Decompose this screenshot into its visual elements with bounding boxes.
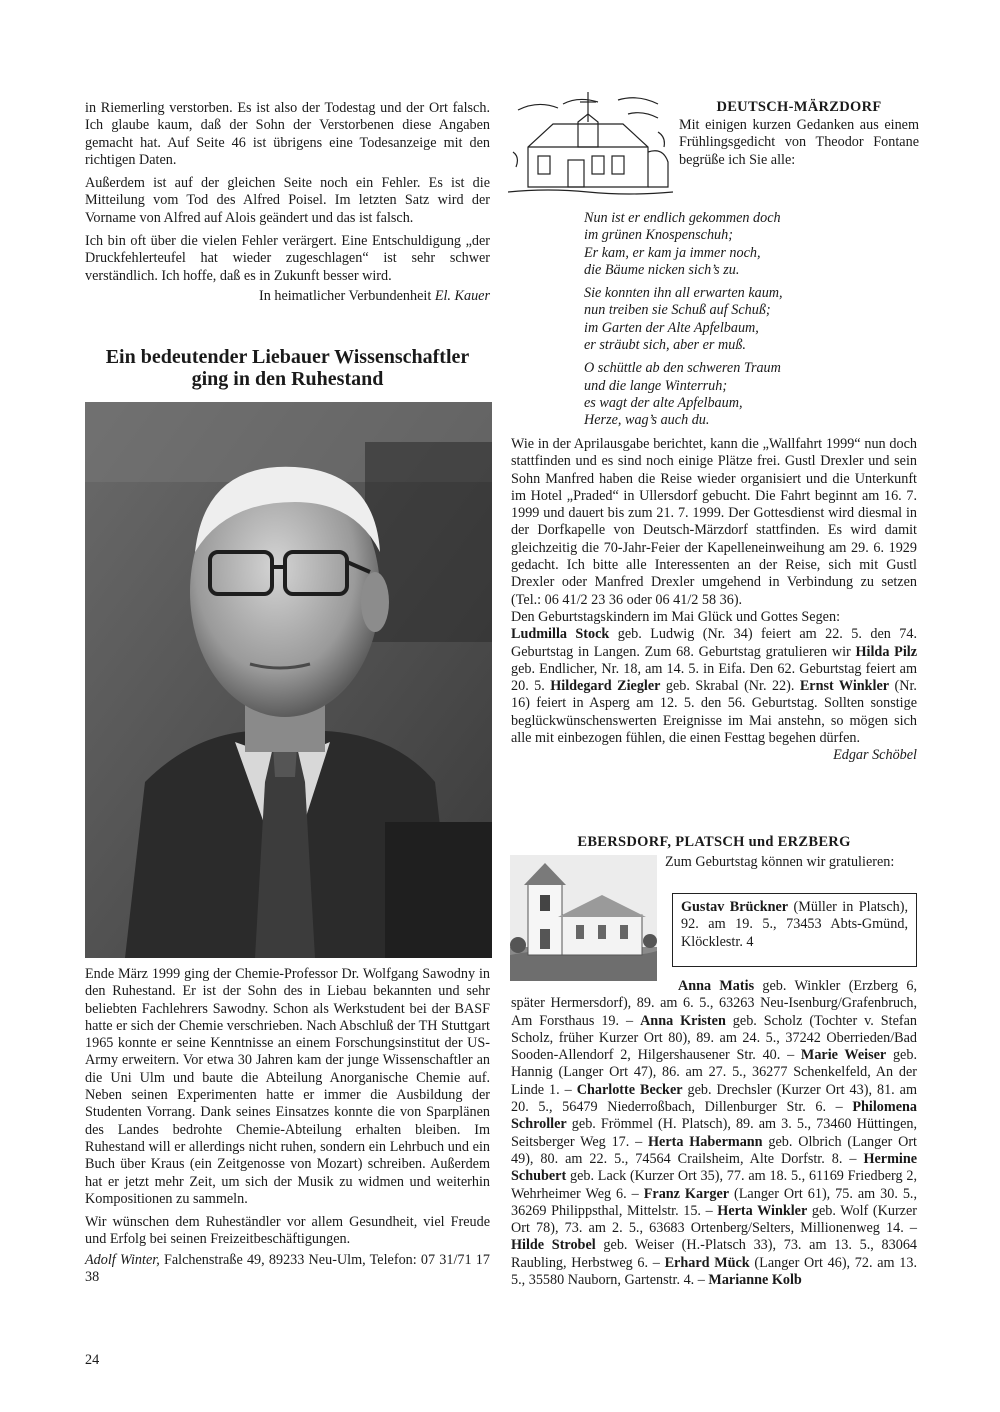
list-name: Herta Winkler <box>717 1202 808 1219</box>
portrait-illustration <box>85 402 492 958</box>
intro-paragraph-2: Außerdem ist auf der gleichen Seite noch ein Fehler. Es ist die Mitteilung vom Tod des Alfred Poisel. Im letzten Satz wird der Vorname von Alfred auf Alois geändert und das ist falsch. <box>85 175 490 226</box>
highlight-name: Gustav Brückner <box>681 899 789 915</box>
birthday-name: Ludmilla Stock <box>511 626 610 643</box>
poem-line: die Bäume nicken sich’s zu. <box>584 261 740 278</box>
deutsch-marzdorf-header <box>679 99 919 169</box>
dm-birthday-lead: Den Geburtstagskindern im Mai Glück und Gottes Segen: <box>511 608 841 625</box>
list-name: Anna Kristen <box>640 1012 726 1029</box>
birthday-name: Hildegard Ziegler <box>550 678 661 695</box>
left-column <box>85 100 490 305</box>
article-body: Ende März 1999 ging der Chemie-Professor Dr. Wolfgang Sawodny in den Ruhestand. Er ist der Sohn des in Liebau bekannten und sehr beliebten Fachlehrers Sawodny. Schon als Werkstudent bei der BASF hatte er sich der Chemie verschrieben. Nach Abschluß der TH Stuttgart 1965 konnte er seine Kenntnisse an einem Forschungsinstitut der US-Army erweitern. Vor etwa 30 Jahren kam der junge Wissenschaftler an die Uni Ulm und baute die Abteilung Anorganische Chemie auf. Neben seinen Experimenten hatte er immer die Ausbildung der Studenten Vorrang. Dank seines Einsatzes konnte die von Sparplänen des Landes bedrohte Chemie-Abteilung erhalten bleiben. Im Ruhestand will er allerdings nicht ruhen, sondern ein Lehrbuch und ein Buch über Kraus (ein Zeitgenosse von Mozart) schreiben. Außerdem hat er jetzt mehr Zeit, um sich der Musik zu widmen und weiterhin Kompositionen zu sammeln. <box>85 966 490 1207</box>
letter-signoff <box>85 288 490 305</box>
poem-line: nun treiben sie Schuß auf Schuß; <box>584 302 771 319</box>
article-author <box>85 1252 490 1287</box>
poem-line: Er kam, er kam ja immer noch, <box>584 244 761 261</box>
article-title-line-2: ging in den Ruhestand <box>191 368 384 390</box>
list-name: Franz Karger <box>643 1185 730 1202</box>
article-wish: Wir wünschen dem Ruheständler vor allem Gesundheit, viel Freude und Erfolg bei seinen Freizeitbeschäftigungen. <box>85 1214 490 1248</box>
list-name: Hilde Strobel <box>511 1237 596 1254</box>
birthday-name: Hilda Pilz <box>855 643 918 660</box>
poem-line: es wagt der alte Apfelbaum, <box>584 394 743 411</box>
dm-body-1: Wie in der Aprilausgabe berichtet, kann die „Wallfahrt 1999“ nun doch stattfinden und es sind noch einige Plätze frei. Gustl Drexler und sein Sohn Manfred haben die Reise wieder organisiert und die Unterkunft im Hotel „Praded“ in Ullersdorf gebucht. Die Fahrt beginnt am 16. 7. 1999 und dauert bis zum 21. 7. 1999. Der Gottesdienst wird diesmal in der Dorfkapelle von Deutsch-Märzdorf stattfinden. Es wird damit gleichzeitig die 70-Jahr-Feier der Kapelleneinweihung am 29. 6. 1929 gedacht. Ich bitte alle Interessenten an der Reise, sich mit Gustl Drexler oder Manfred Drexler umgehend in Verbindung zu setzen (Tel.: 06 41/2 23 36 oder 06 41/2 58 36). <box>511 436 917 608</box>
poem-line: und die lange Winterruh; <box>584 377 728 394</box>
highlight-entry <box>681 899 908 951</box>
highlight-text: (Müller in Platsch), 92. am 19. 5., 73453 Abts-Gmünd, Klöcklestr. 4 <box>681 899 908 950</box>
poem-line: O schüttle ab den schweren Traum <box>584 360 781 377</box>
list-name: Marianne Kolb <box>708 1272 802 1289</box>
signoff-text: In heimatlicher Verbundenheit <box>258 287 432 304</box>
article-title-line-1: Ein bedeutender Liebauer Wissenschaftler <box>105 346 470 368</box>
signoff-name: El. Kauer <box>434 287 490 304</box>
fontane-poem <box>584 210 914 436</box>
list-name: Philomena Schroller <box>511 1099 917 1133</box>
dm-intro: Mit einigen kurzen Gedanken aus einem Frühlingsgedicht von Theodor Fontane begrüße ich Sie alle: <box>679 117 919 168</box>
eb-heading: EBERSDORF, PLATSCH und ERZBERG <box>577 834 851 850</box>
poem-stanza <box>584 360 914 429</box>
list-name: Erhard Mück <box>664 1254 750 1271</box>
poem-line: Nun ist er endlich gekommen doch <box>584 210 781 226</box>
portrait-photo <box>85 402 492 958</box>
birthday-highlight-box <box>672 893 917 967</box>
author-name: Adolf Winter, <box>85 1251 160 1268</box>
intro-paragraph-1: in Riemerling verstorben. Es ist also der Todestag und der Ort falsch. Ich glaube kaum, daß der Sohn der Verstorbenen diese Angaben gemacht hat. Auf Seite 46 ist übrigens eine Todesanzeige mit den richtigen Daten. <box>85 100 490 168</box>
article-body-block <box>85 966 490 1286</box>
article-title <box>85 346 490 390</box>
page-number: 24 <box>85 1352 100 1368</box>
poem-stanza <box>584 285 914 354</box>
dm-birthday-list: Ludmilla Stock geb. Ludwig (Nr. 34) feiert am 22. 5. den 74. Geburtstag in Langen. Zum 68. Geburtstag gratulieren wir Hilda Pilz geb. Endlicher, Nr. 18, am 14. 5. in Eifa. Den 62. Geburtstag feiert am 20. 5. Hildegard Ziegler geb. Skrabal (Nr. 22). Ernst Winkler (Nr. 16) feiert in Asperg am 12. 5. den 56. Geburtstag. Sollten sonstige beglückwünschenswerten Ereignisse im Mai anstehn, so mögen sich alle mit einbezogen fühlen, die einen Festtag begehen dürfen. <box>511 626 918 747</box>
dm-heading: DEUTSCH-MÄRZDORF <box>716 99 882 115</box>
list-name: Marie Weiser <box>800 1047 887 1064</box>
intro-paragraph-3: Ich bin oft über die vielen Fehler verärgert. Eine Entschuldigung „der Druckfehlerteufel hat wieder zugeschlagen“ ist sehr schwer verständlich. Ich hoffe, daß es in Zukunft besser wird. <box>85 233 490 284</box>
chapel-drawing-icon <box>508 92 673 200</box>
list-name: Herta Habermann <box>648 1133 763 1150</box>
list-name: Charlotte Becker <box>576 1081 683 1098</box>
birthday-name: Ernst Winkler <box>799 678 890 695</box>
list-name: Anna Matis <box>678 978 755 994</box>
chapel-sketch <box>508 92 673 200</box>
church-photo <box>510 855 657 981</box>
eb-birthday-list <box>511 978 917 1289</box>
eb-intro: Zum Geburtstag können wir gratulieren: <box>665 854 895 870</box>
poem-line: im grünen Knospenschuh; <box>584 227 733 244</box>
dm-body-block <box>511 436 917 765</box>
eb-list-text: Anna Matis geb. Winkler (Erzberg 6, später Hermersdorf), 89. am 6. 5., 63263 Neu-Isenburg/Grafenbruch, Am Forsthaus 19. – Anna Kristen geb. Scholz (Tochter v. Stefan Scholz, früher Kurzer Ort 80), 89. am 24. 5., 37242 Oberrieden/Bad Sooden-Allendorf 2, Hilgershausener Str. 40. – Marie Weiser geb. Hannig (Langer Ort 47), 86. am 27. 5., 36277 Schenkelfeld, An der Linde 1. – Charlotte Becker geb. Drechsler (Kurzer Ort 43), 81. am 20. 5., 56479 Niederroßbach, Dillenburger Str. 6. – Philomena Schroller geb. Frömmel (H. Platsch), 89. am 3. 5., 73460 Hüttingen, Seitsberger Weg 17. – Herta Habermann geb. Olbrich (Langer Ort 49), 80. am 22. 5., 74564 Crailsheim, Alte Dorfstr. 8. – Hermine Schubert geb. Lack (Kurzer Ort 35), 77. am 18. 5., 61169 Friedberg 2, Wehrheimer Weg 6. – Franz Karger (Langer Ort 61), 75. am 30. 5., 36269 Philippsthal, Mittelstr. 15. – Herta Winkler geb. Wolf (Kurzer Ort 78), 73. am 2. 5., 63683 Ortenberg/Selters, Millionenweg 14. – Hilde Strobel geb. Weiser (H.-Platsch 33), 73. am 13. 5., 83064 Raubling, Herbstweg 6. – Erhard Mück (Langer Ort 46), 72. am 13. 5., 35580 Nauborn, Gartenstr. 4. – Marianne Kolb <box>511 978 918 1289</box>
dm-signoff <box>511 747 917 764</box>
poem-stanza <box>584 210 914 279</box>
author-address: Falchenstraße 49, 89233 Neu-Ulm, Telefon: 07 31/71 17 38 <box>85 1251 490 1286</box>
poem-line: Herze, wag’s auch du. <box>584 412 710 429</box>
poem-line: im Garten der Alte Apfelbaum, <box>584 319 759 336</box>
poem-line: Sie konnten ihn all erwarten kaum, <box>584 285 783 302</box>
list-name: Hermine Schubert <box>511 1150 918 1185</box>
church-illustration <box>510 855 657 981</box>
poem-line: er sträubt sich, aber er muß. <box>584 337 746 354</box>
dm-signoff-name: Edgar Schöbel <box>833 747 917 764</box>
